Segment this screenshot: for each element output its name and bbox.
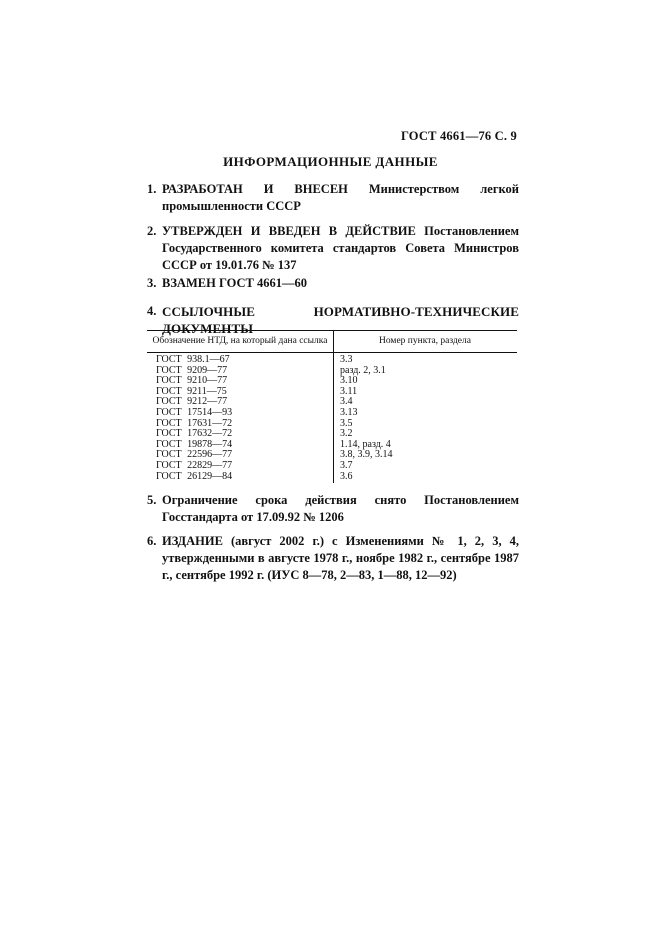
column-header-clause: Номер пункта, раздела xyxy=(379,336,471,346)
cell-clause: 3.11 xyxy=(340,385,358,397)
item-number: 4. xyxy=(147,304,157,318)
item-body: Ограничение срока действия снято Постановлением Госстандарта от 17.09.92 № 1206 xyxy=(162,493,519,524)
item-number: 2. xyxy=(147,224,157,238)
info-item-5 xyxy=(147,492,519,526)
item-body: Министерством легкой промышленности СССР xyxy=(162,182,519,213)
item-lead: ВЗАМЕН ГОСТ 4661—60 xyxy=(162,276,307,290)
cell-document: ГОСТ 26129—84 xyxy=(156,470,233,482)
cell-clause: 3.5 xyxy=(340,417,353,429)
item-number: 5. xyxy=(147,493,157,507)
item-lead: РАЗРАБОТАН И ВНЕСЕН xyxy=(162,182,348,196)
table-body xyxy=(147,355,517,482)
item-text xyxy=(147,533,519,584)
table-row xyxy=(147,355,517,366)
item-lead: ИЗДАНИЕ xyxy=(162,534,223,548)
cell-document: ГОСТ 22596—77 xyxy=(156,449,233,461)
cell-clause: 3.10 xyxy=(340,375,358,387)
cell-clause: 3.3 xyxy=(340,354,353,365)
item-lead: УТВЕРЖДЕН И ВВЕДЕН В ДЕЙСТВИЕ xyxy=(162,224,416,238)
cell-document: ГОСТ 9212—77 xyxy=(156,396,228,408)
item-lead: ССЫЛОЧНЫЕ НОРМАТИВНО-ТЕХНИЧЕСКИЕ ДОКУМЕНТЫ xyxy=(162,304,519,336)
cell-document: ГОСТ 938.1—67 xyxy=(156,354,230,365)
column-header-document: Обозначение НТД, на который дана ссылка xyxy=(152,336,328,346)
info-item-2 xyxy=(147,223,519,274)
cell-clause: 1.14, разд. 4 xyxy=(340,438,391,450)
cell-clause: 3.6 xyxy=(340,470,353,482)
cell-clause: 3.7 xyxy=(340,459,353,471)
item-text xyxy=(147,492,519,526)
cell-clause: 3.13 xyxy=(340,406,358,418)
table-header-rule xyxy=(147,352,517,353)
info-item-3 xyxy=(147,275,519,292)
table-row xyxy=(147,461,517,472)
cell-document: ГОСТ 9210—77 xyxy=(156,375,228,387)
item-number: 1. xyxy=(147,182,157,196)
cell-document: ГОСТ 17514—93 xyxy=(156,406,233,418)
table-top-rule xyxy=(147,330,517,331)
item-text xyxy=(147,275,519,292)
item-text xyxy=(147,181,519,215)
cell-document: ГОСТ 17631—72 xyxy=(156,417,233,429)
cell-clause: 3.4 xyxy=(340,396,353,408)
cell-document: ГОСТ 22829—77 xyxy=(156,459,233,471)
cell-clause: разд. 2, 3.1 xyxy=(340,364,386,376)
item-number: 6. xyxy=(147,534,157,548)
page-header-ref: ГОСТ 4661—76 С. 9 xyxy=(400,129,517,143)
cell-document: ГОСТ 9211—75 xyxy=(156,385,227,397)
item-number: 3. xyxy=(147,276,157,290)
cell-clause: 3.8, 3.9, 3.14 xyxy=(340,449,393,461)
info-item-6 xyxy=(147,533,519,584)
info-item-1 xyxy=(147,181,519,215)
cell-document: ГОСТ 9209—77 xyxy=(156,364,228,376)
item-body: (август 2002 г.) с Изменениями № 1, 2, 3, 4, утвержденными в августе 1978 г., ноябре 1982 г., сентябре 1987 г., сентябре 1992 г. (ИУС 8—78, 2—83, 1—88, 12—92) xyxy=(162,534,519,582)
item-body: Постановлением Государственного комитета стандартов Совета Министров СССР от 19.01.76 № 137 xyxy=(162,224,519,272)
table-row xyxy=(147,472,517,483)
item-text xyxy=(147,223,519,274)
cell-document: ГОСТ 19878—74 xyxy=(156,438,233,450)
page-title: ИНФОРМАЦИОННЫЕ ДАННЫЕ xyxy=(223,154,438,169)
table-row xyxy=(147,408,517,419)
cell-document: ГОСТ 17632—72 xyxy=(156,428,233,440)
cell-clause: 3.2 xyxy=(340,428,353,440)
